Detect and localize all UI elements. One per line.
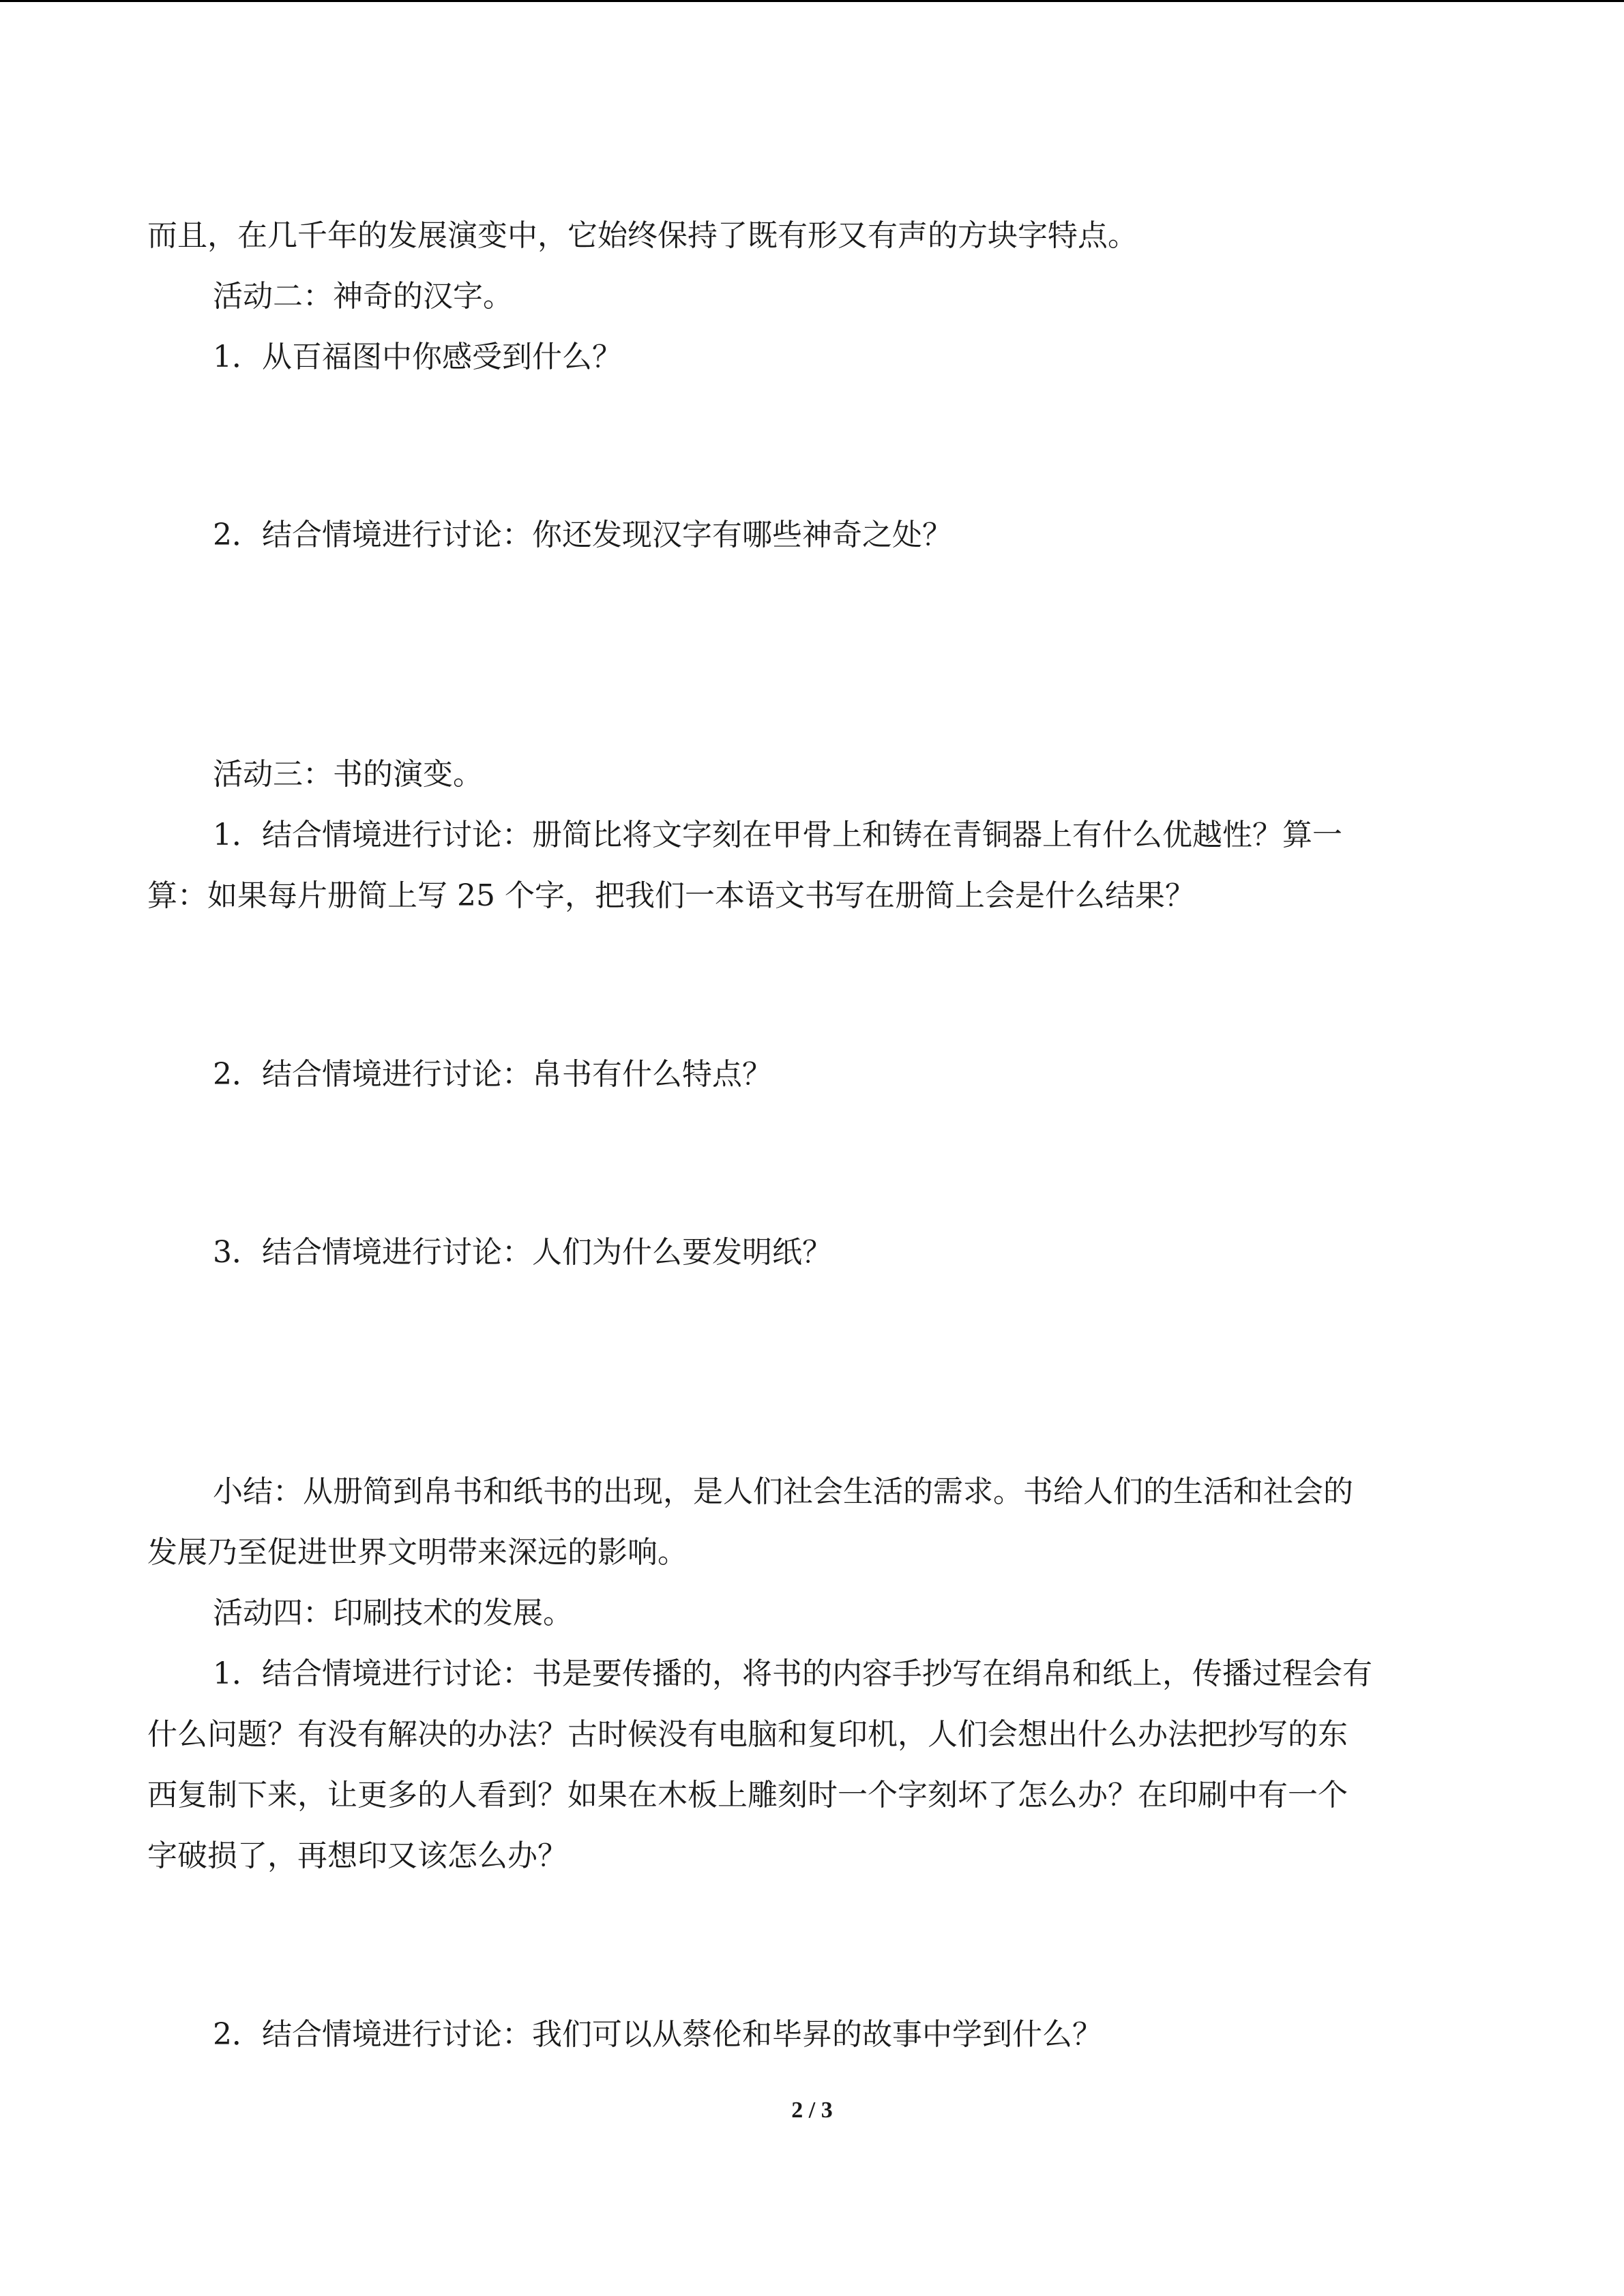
question-line-continued: 字破损了，再想印又该怎么办？ <box>147 1838 567 1873</box>
activity-heading: 活动三：书的演变。 <box>213 757 483 792</box>
activity-heading: 活动二：神奇的汉字。 <box>213 279 513 314</box>
question-line: 1．结合情境进行讨论：册简比将文字刻在甲骨上和铸在青铜器上有什么优越性？算一 <box>213 818 1342 852</box>
summary-line: 小结：从册简到帛书和纸书的出现，是人们社会生活的需求。书给人们的生活和社会的 <box>213 1474 1353 1509</box>
question-line-continued: 什么问题？有没有解决的办法？古时候没有电脑和复印机，人们会想出什么办法把抄写的东 <box>147 1717 1348 1752</box>
page-number: 2 / 3 <box>791 2098 833 2123</box>
question-line: 2．结合情境进行讨论：你还发现汉字有哪些神奇之处？ <box>213 518 952 552</box>
question-line-continued: 西复制下来，让更多的人看到？如果在木板上雕刻时一个字刻坏了怎么办？在印刷中有一个 <box>147 1778 1348 1813</box>
text-line: 而且，在几千年的发展演变中，它始终保持了既有形又有声的方块字特点。 <box>147 218 1138 253</box>
question-line-continued: 算：如果每片册简上写 25 个字，把我们一本语文书写在册简上会是什么结果？ <box>147 878 1195 913</box>
question-line: 2．结合情境进行讨论：帛书有什么特点？ <box>213 1057 772 1092</box>
question-line: 2．结合情境进行讨论：我们可以从蔡伦和毕昇的故事中学到什么？ <box>213 2017 1102 2052</box>
question-line: 1．结合情境进行讨论：书是要传播的，将书的内容手抄写在绢帛和纸上，传播过程会有 <box>213 1656 1372 1691</box>
activity-heading: 活动四：印刷技术的发展。 <box>213 1596 573 1630</box>
summary-line-continued: 发展乃至促进世界文明带来深远的影响。 <box>147 1535 688 1570</box>
question-line: 3．结合情境进行讨论：人们为什么要发明纸？ <box>213 1235 832 1270</box>
question-line: 1．从百福图中你感受到什么？ <box>213 340 622 374</box>
